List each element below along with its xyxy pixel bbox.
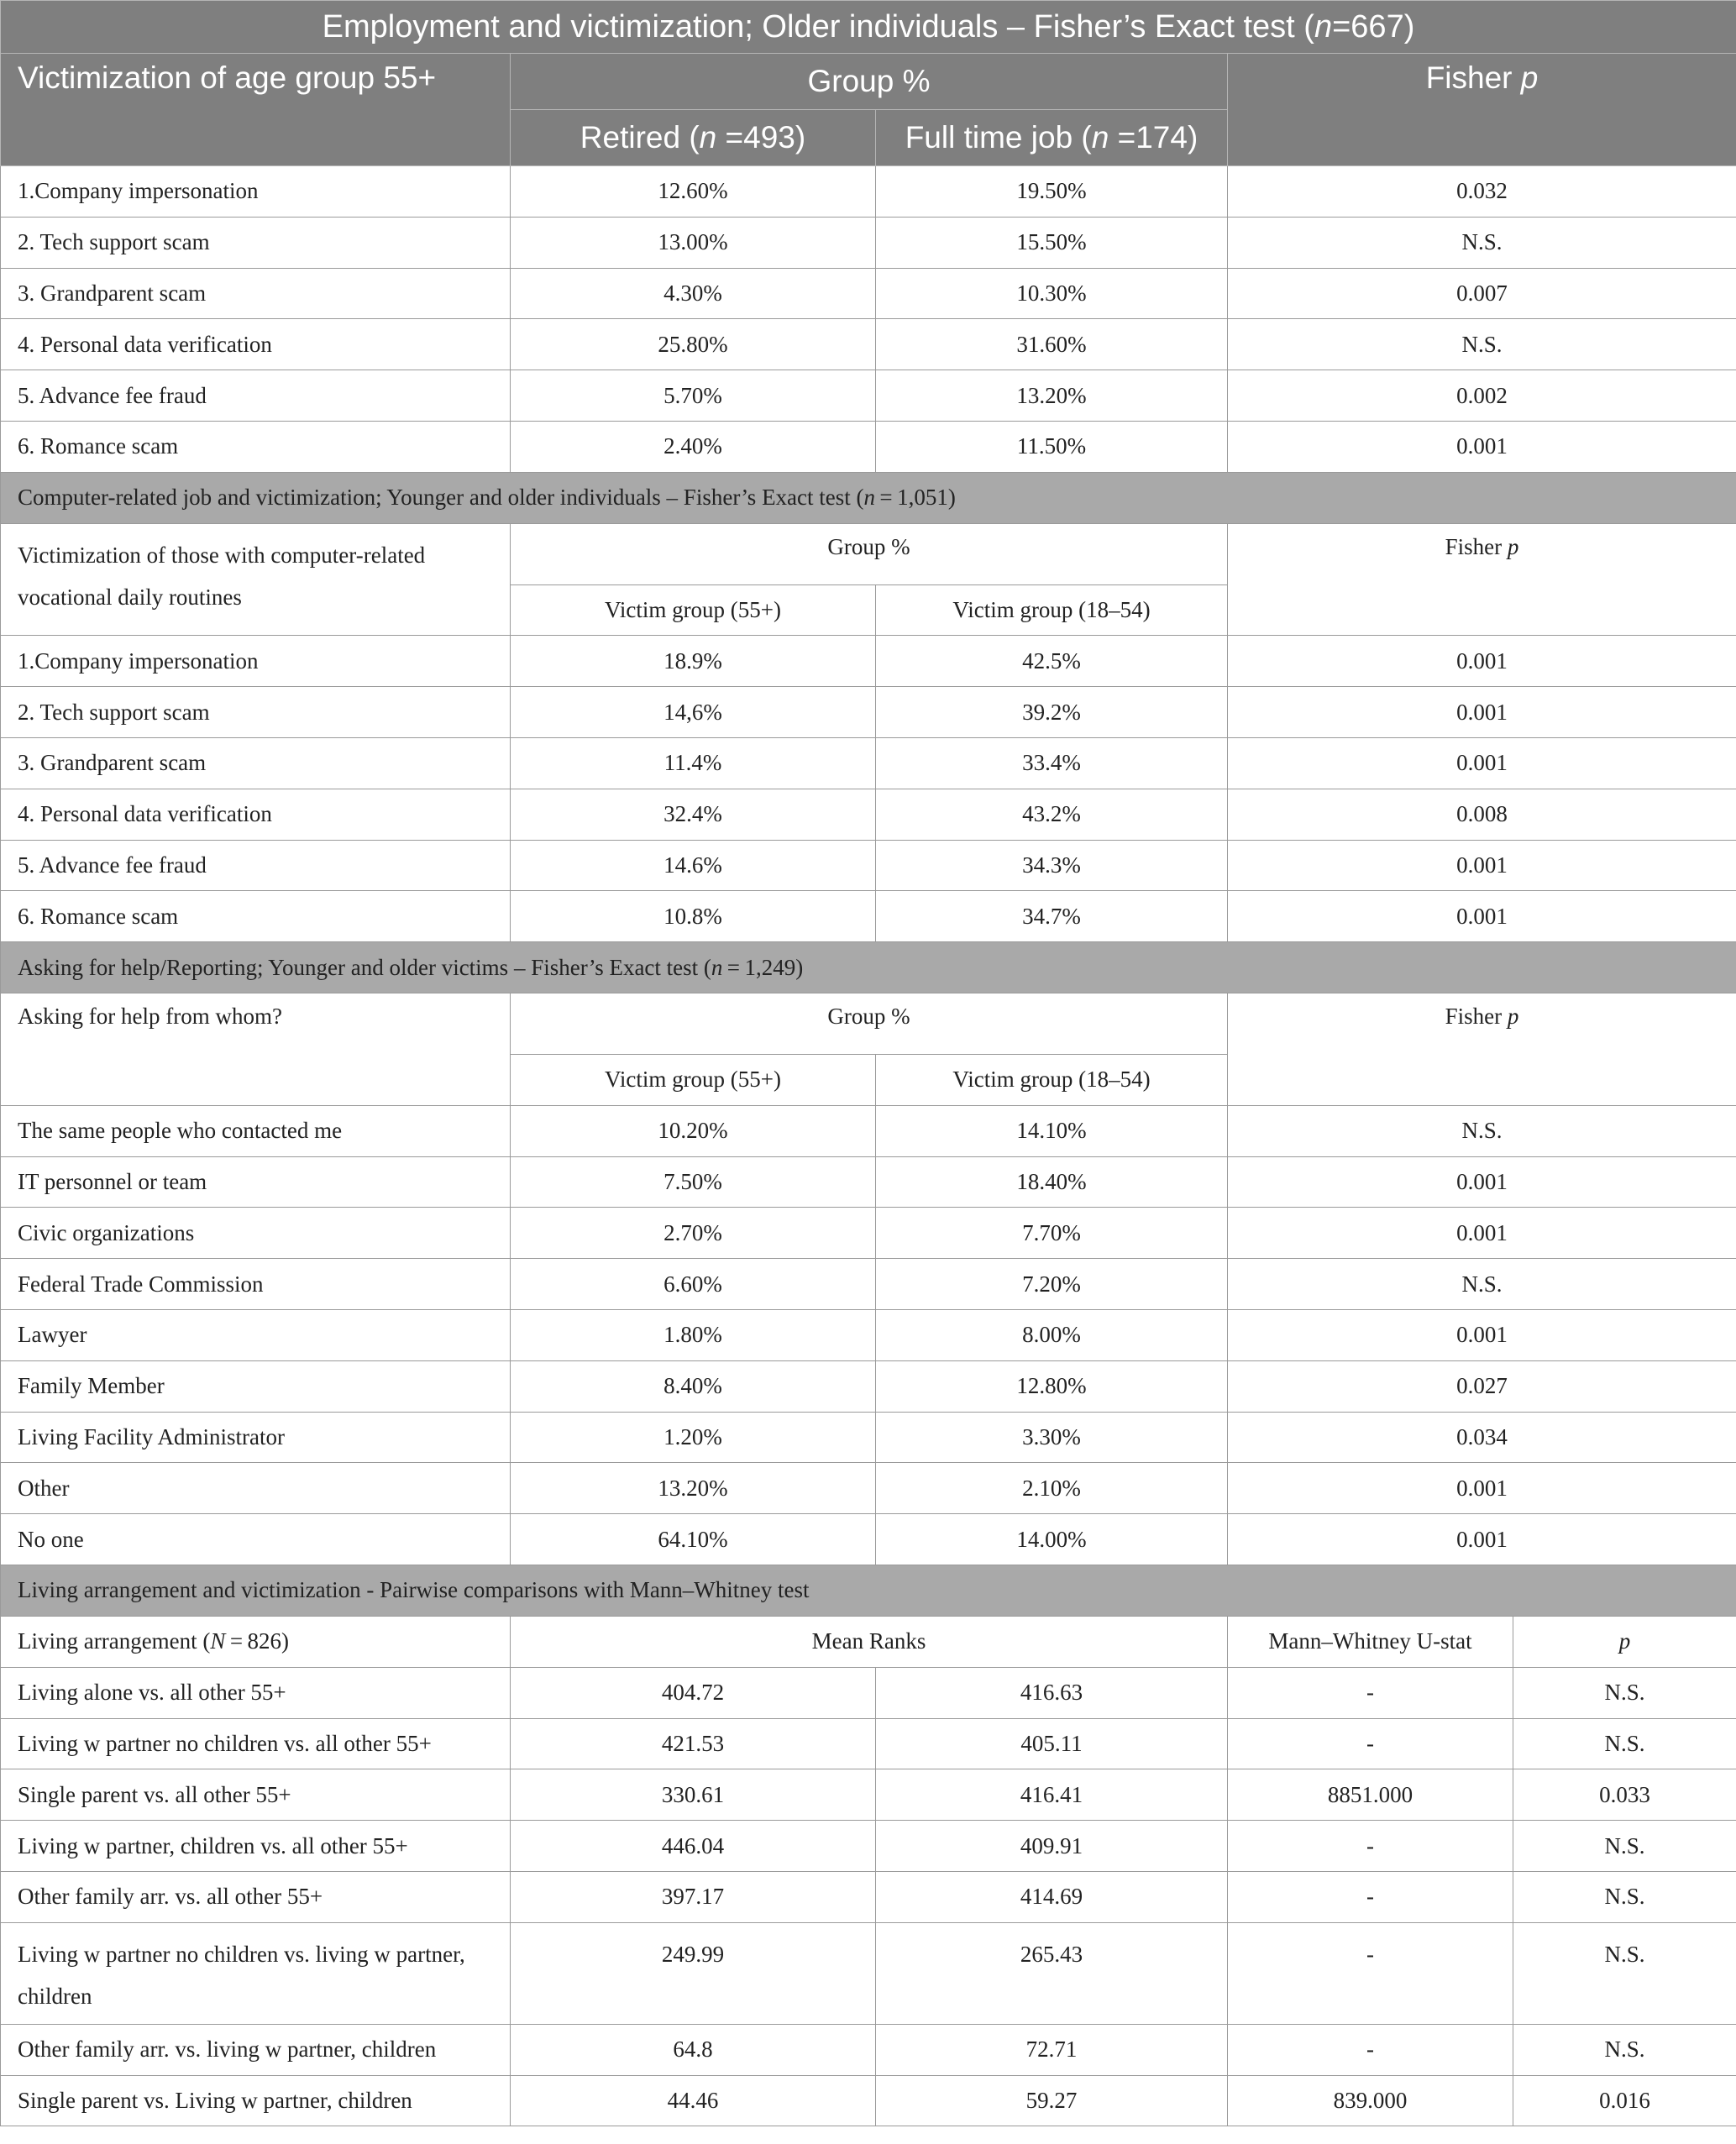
row-label: 5. Advance fee fraud — [1, 370, 511, 422]
table-cell: 7.50% — [511, 1156, 876, 1208]
table-cell: 6.60% — [511, 1259, 876, 1310]
row-label: Living w partner, children vs. all other 55+ — [1, 1821, 511, 1872]
table-cell: 7.70% — [876, 1208, 1228, 1259]
table-cell: 13.00% — [511, 217, 876, 268]
table-cell: 1.20% — [511, 1412, 876, 1463]
section4-title-row — [1, 1565, 1736, 1616]
row-label: 4. Personal data verification — [1, 319, 511, 370]
table-row — [1, 840, 1736, 891]
table-cell: 14.10% — [876, 1105, 1228, 1156]
row-label: Living w partner no children vs. all other 55+ — [1, 1718, 511, 1769]
table-cell: 39.2% — [876, 687, 1228, 738]
section1-body — [1, 166, 1736, 473]
table-cell: N.S. — [1228, 217, 1736, 268]
table-cell: N.S. — [1513, 1922, 1736, 2024]
row-label: Living w partner no children vs. living w partner, children — [1, 1922, 511, 2024]
table-cell: 0.007 — [1228, 268, 1736, 319]
table-row — [1, 789, 1736, 840]
row-label: Single parent vs. Living w partner, children — [1, 2075, 511, 2126]
table-cell: 13.20% — [511, 1463, 876, 1514]
table-row — [1, 421, 1736, 472]
s3-col1-header: Asking for help from whom? — [1, 993, 511, 1106]
table-cell: 0.001 — [1228, 840, 1736, 891]
table-cell: 446.04 — [511, 1821, 876, 1872]
table-cell: 1.80% — [511, 1309, 876, 1360]
s3-older-header: Victim group (55+) — [511, 1054, 876, 1105]
s1-col1-header: Victimization of age group 55+ — [1, 54, 511, 166]
table-cell: 34.7% — [876, 891, 1228, 942]
table-row — [1, 217, 1736, 268]
row-label: 3. Grandparent scam — [1, 737, 511, 789]
table-cell: 416.41 — [876, 1769, 1228, 1821]
table-cell: 414.69 — [876, 1871, 1228, 1922]
table-cell: 409.91 — [876, 1821, 1228, 1872]
table-cell: 0.001 — [1228, 687, 1736, 738]
table-cell: 10.8% — [511, 891, 876, 942]
table-cell: 59.27 — [876, 2075, 1228, 2126]
table-cell: 43.2% — [876, 789, 1228, 840]
s2-younger-header: Victim group (18–54) — [876, 584, 1228, 636]
table-row — [1, 2075, 1736, 2126]
table-row — [1, 737, 1736, 789]
s1-retired-header: Retired (n =493) — [511, 110, 876, 166]
table-cell: 330.61 — [511, 1769, 876, 1821]
table-title-row — [1, 1, 1736, 54]
row-label: 1.Company impersonation — [1, 166, 511, 218]
table-cell: 64.8 — [511, 2024, 876, 2075]
s4-mean-ranks-header: Mean Ranks — [511, 1616, 1228, 1667]
table-row — [1, 1821, 1736, 1872]
table-cell: N.S. — [1513, 1667, 1736, 1718]
table-cell: - — [1228, 2024, 1513, 2075]
table-cell: N.S. — [1228, 1105, 1736, 1156]
row-label: Living alone vs. all other 55+ — [1, 1667, 511, 1718]
table-cell: 4.30% — [511, 268, 876, 319]
s1-fulltime-header: Full time job (n =174) — [876, 110, 1228, 166]
table-cell: 0.034 — [1228, 1412, 1736, 1463]
table-cell: N.S. — [1228, 319, 1736, 370]
table-cell: - — [1228, 1667, 1513, 1718]
table-cell: 0.001 — [1228, 636, 1736, 687]
s2-fisher-header: Fisher p — [1228, 523, 1736, 636]
row-label: 2. Tech support scam — [1, 687, 511, 738]
table-row — [1, 1718, 1736, 1769]
table-cell: 14,6% — [511, 687, 876, 738]
table-cell: 2.70% — [511, 1208, 876, 1259]
row-label: 1.Company impersonation — [1, 636, 511, 687]
section2-header-row — [1, 523, 1736, 584]
row-label: Single parent vs. all other 55+ — [1, 1769, 511, 1821]
table-cell: 0.033 — [1513, 1769, 1736, 1821]
table-cell: N.S. — [1228, 1259, 1736, 1310]
table-cell: 42.5% — [876, 636, 1228, 687]
table-cell: 11.50% — [876, 421, 1228, 472]
table-cell: 0.001 — [1228, 891, 1736, 942]
table-cell: 0.002 — [1228, 370, 1736, 422]
row-label: No one — [1, 1514, 511, 1565]
row-label: 6. Romance scam — [1, 891, 511, 942]
table-row — [1, 1105, 1736, 1156]
row-label: Lawyer — [1, 1309, 511, 1360]
table-cell: 0.027 — [1228, 1360, 1736, 1412]
s4-p-header: p — [1513, 1616, 1736, 1667]
table-cell: 11.4% — [511, 737, 876, 789]
row-label: 3. Grandparent scam — [1, 268, 511, 319]
table-row — [1, 891, 1736, 942]
section4-title: Living arrangement and victimization - Pairwise comparisons with Mann–Whitney test — [1, 1565, 1736, 1616]
table-row — [1, 1463, 1736, 1514]
table-row — [1, 1769, 1736, 1821]
table-row — [1, 2024, 1736, 2075]
table-cell: 44.46 — [511, 2075, 876, 2126]
row-label: 5. Advance fee fraud — [1, 840, 511, 891]
section4-header-row — [1, 1616, 1736, 1667]
table-cell: 416.63 — [876, 1667, 1228, 1718]
table-cell: 8.00% — [876, 1309, 1228, 1360]
s3-group-header: Group % — [511, 993, 1228, 1055]
row-label: 4. Personal data verification — [1, 789, 511, 840]
section3-title-row — [1, 942, 1736, 993]
table-row — [1, 1208, 1736, 1259]
section3-body — [1, 1105, 1736, 1565]
table-cell: 18.40% — [876, 1156, 1228, 1208]
table-row — [1, 1259, 1736, 1310]
table-cell: 0.001 — [1228, 1514, 1736, 1565]
table-cell: 405.11 — [876, 1718, 1228, 1769]
table-cell: 397.17 — [511, 1871, 876, 1922]
table-cell: - — [1228, 1821, 1513, 1872]
table-row — [1, 268, 1736, 319]
table-cell: 0.032 — [1228, 166, 1736, 218]
table-cell: 14.00% — [876, 1514, 1228, 1565]
table-cell: 25.80% — [511, 319, 876, 370]
section4-body — [1, 1667, 1736, 2126]
table-cell: 64.10% — [511, 1514, 876, 1565]
table-cell: - — [1228, 1922, 1513, 2024]
row-label: IT personnel or team — [1, 1156, 511, 1208]
row-label: 2. Tech support scam — [1, 217, 511, 268]
table-cell: 12.60% — [511, 166, 876, 218]
table-cell: N.S. — [1513, 1821, 1736, 1872]
table-cell: 18.9% — [511, 636, 876, 687]
row-label: 6. Romance scam — [1, 421, 511, 472]
table-row — [1, 636, 1736, 687]
table-row — [1, 687, 1736, 738]
table-row — [1, 166, 1736, 218]
table-cell: N.S. — [1513, 2024, 1736, 2075]
table-cell: 404.72 — [511, 1667, 876, 1718]
table-cell: 15.50% — [876, 217, 1228, 268]
row-label: Other — [1, 1463, 511, 1514]
table-cell: 7.20% — [876, 1259, 1228, 1310]
table-cell: N.S. — [1513, 1871, 1736, 1922]
table-cell: 421.53 — [511, 1718, 876, 1769]
table-cell: 14.6% — [511, 840, 876, 891]
table-cell: 2.40% — [511, 421, 876, 472]
section2-body — [1, 636, 1736, 942]
table-row — [1, 1514, 1736, 1565]
row-label: Family Member — [1, 1360, 511, 1412]
table-cell: 2.10% — [876, 1463, 1228, 1514]
table-cell: 12.80% — [876, 1360, 1228, 1412]
s1-group-header: Group % — [511, 54, 1228, 110]
row-label: The same people who contacted me — [1, 1105, 511, 1156]
table-cell: 5.70% — [511, 370, 876, 422]
table-cell: 839.000 — [1228, 2075, 1513, 2126]
section2-title: Computer-related job and victimization; Younger and older individuals – Fisher’s Exact test (n = 1,051) — [1, 472, 1736, 523]
table-cell: 0.001 — [1228, 1463, 1736, 1514]
row-label: Federal Trade Commission — [1, 1259, 511, 1310]
s1-fisher-header: Fisher p — [1228, 54, 1736, 166]
table-row — [1, 1156, 1736, 1208]
row-label: Other family arr. vs. living w partner, children — [1, 2024, 511, 2075]
s2-older-header: Victim group (55+) — [511, 584, 876, 636]
row-label: Civic organizations — [1, 1208, 511, 1259]
table-row — [1, 319, 1736, 370]
table-row — [1, 1412, 1736, 1463]
s4-u-stat-header: Mann–Whitney U-stat — [1228, 1616, 1513, 1667]
table-cell: 0.001 — [1228, 421, 1736, 472]
table-cell: 10.30% — [876, 268, 1228, 319]
section2-title-row — [1, 472, 1736, 523]
table-cell: 72.71 — [876, 2024, 1228, 2075]
s4-col1-header: Living arrangement (N = 826) — [1, 1616, 511, 1667]
table-row — [1, 370, 1736, 422]
section3-header-row — [1, 993, 1736, 1055]
table-cell: 13.20% — [876, 370, 1228, 422]
table-cell: 10.20% — [511, 1105, 876, 1156]
table-cell: 3.30% — [876, 1412, 1228, 1463]
table-cell: - — [1228, 1871, 1513, 1922]
table-cell: 0.001 — [1228, 1208, 1736, 1259]
table-cell: 34.3% — [876, 840, 1228, 891]
s2-group-header: Group % — [511, 523, 1228, 584]
table-title: Employment and victimization; Older individuals – Fisher’s Exact test (n=667) — [1, 1, 1736, 54]
table-cell: 0.001 — [1228, 1309, 1736, 1360]
table-row — [1, 1667, 1736, 1718]
table-cell: 32.4% — [511, 789, 876, 840]
table-row — [1, 1360, 1736, 1412]
table-cell: 265.43 — [876, 1922, 1228, 2024]
row-label: Other family arr. vs. all other 55+ — [1, 1871, 511, 1922]
table-cell: 0.001 — [1228, 1156, 1736, 1208]
table-cell: 8.40% — [511, 1360, 876, 1412]
table-row — [1, 1922, 1736, 2024]
table-cell: - — [1228, 1718, 1513, 1769]
s2-col1-header: Victimization of those with computer-related vocational daily routines — [1, 523, 511, 636]
row-label: Living Facility Administrator — [1, 1412, 511, 1463]
section3-title: Asking for help/Reporting; Younger and older victims – Fisher’s Exact test (n = 1,249) — [1, 942, 1736, 993]
table-cell: 31.60% — [876, 319, 1228, 370]
section1-header-row — [1, 54, 1736, 110]
s3-younger-header: Victim group (18–54) — [876, 1054, 1228, 1105]
table-cell: 249.99 — [511, 1922, 876, 2024]
s3-fisher-header: Fisher p — [1228, 993, 1736, 1106]
table-row — [1, 1309, 1736, 1360]
table-cell: 8851.000 — [1228, 1769, 1513, 1821]
table-cell: N.S. — [1513, 1718, 1736, 1769]
table-cell: 0.001 — [1228, 737, 1736, 789]
table-cell: 19.50% — [876, 166, 1228, 218]
table-cell: 33.4% — [876, 737, 1228, 789]
table-row — [1, 1871, 1736, 1922]
table-cell: 0.016 — [1513, 2075, 1736, 2126]
table-cell: 0.008 — [1228, 789, 1736, 840]
